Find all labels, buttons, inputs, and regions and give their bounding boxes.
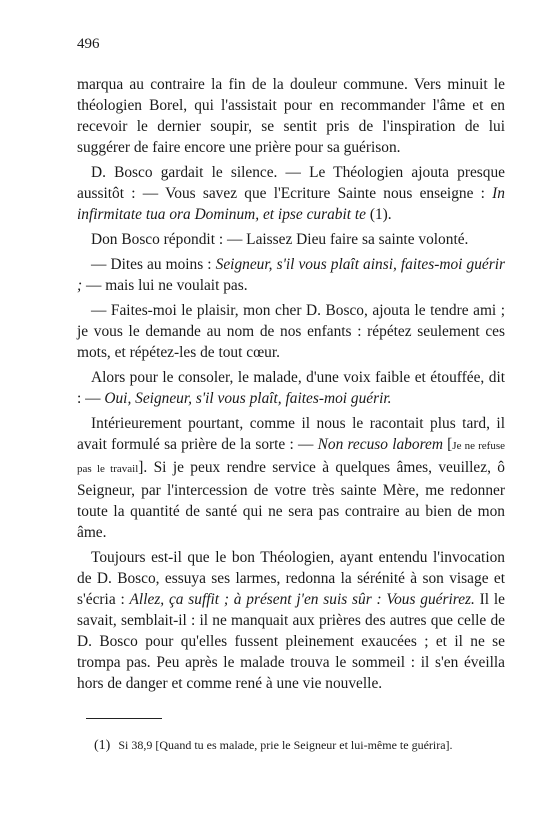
paragraph: [77, 162, 505, 225]
paragraph: [77, 229, 505, 250]
paragraph: [77, 254, 505, 296]
footnote-text: Si 38,9 [Quand tu es malade, prie le Seigneur et lui-même te guérira].: [118, 738, 453, 752]
text-run: — Faites-moi le plaisir, mon cher D. Bosco, ajouta le tendre ami ; je vous le demande au nom de nos enfants : répétez seulement ces mots, et répétez-les de tout cœur.: [77, 302, 505, 361]
text-run: — Dites au moins :: [91, 256, 216, 273]
paragraph: [77, 547, 505, 694]
footnote: [94, 737, 514, 754]
text-run: D. Bosco gardait le silence. — Le Théologien ajouta presque aussitôt : — Vous savez que l'Ecriture Sainte nous enseigne :: [77, 164, 505, 202]
paragraph: [77, 367, 505, 409]
footnote-separator: [86, 718, 162, 719]
text-run: Intérieurement pourtant, comme il nous le racontait plus tard, il avait formulé sa prière de la sorte : —: [77, 415, 505, 453]
italic-text: Oui, Seigneur, s'il vous plaît, faites-moi guérir.: [104, 390, 392, 407]
text-run: marqua au contraire la fin de la douleur commune. Vers minuit le théologien Borel, qui l'assistait pour en recommander l'âme et en recevoir le dernier soupir, se sentit pris de l'inspiration de lui suggérer de faire encore une prière pour sa guérison.: [77, 76, 505, 156]
italic-text: Seigneur, s'il vous plaît ainsi, faites-moi guérir ;: [77, 256, 505, 294]
text-run: Il le savait, semblait-il : il ne manquait aux prières des autres que celle de D. Bosco pour qu'elles fussent pleinement exaucées ; et il ne se trompa pas. Peu après le malade trouva le sommeil : il s'en éveilla hors de danger et comme rené à une vie nouvelle.: [77, 591, 505, 692]
text-run: Don Bosco répondit : — Laissez Dieu faire sa sainte volonté.: [91, 231, 469, 248]
text-run: ]. Si je peux rendre service à quelques âmes, veuillez, ô Seigneur, par l'intercession de votre très sainte Mère, me redonner toute la quantité de santé qui ne sera pas contraire au bien de mon âme.: [77, 459, 505, 541]
text-run: Toujours est-il que le bon Théologien, ayant entendu l'invocation de D. Bosco, essuya ses larmes, redonna la sérénité à son visage et s'écria :: [77, 549, 505, 608]
paragraph: [77, 413, 505, 543]
italic-text: In infirmitate tua ora Dominum, et ipse curabit te: [77, 185, 505, 223]
bracketed-gloss: Je ne refuse pas le travail: [77, 440, 505, 475]
body-text: [77, 74, 505, 698]
italic-text: Allez, ça suffit ; à présent j'en suis sûr : Vous guérirez.: [129, 591, 475, 608]
text-run: [: [442, 436, 453, 453]
italic-text: Non recuso laborem: [317, 436, 443, 453]
text-run: — mais lui ne voulait pas.: [82, 277, 248, 294]
text-run: (1).: [365, 206, 392, 223]
text-run: Alors pour le consoler, le malade, d'une voix faible et étouffée, dit : —: [77, 369, 505, 407]
footnote-marker: (1): [94, 738, 111, 753]
page-number: 496: [77, 36, 100, 52]
paragraph: [77, 74, 505, 158]
paragraph: [77, 300, 505, 363]
